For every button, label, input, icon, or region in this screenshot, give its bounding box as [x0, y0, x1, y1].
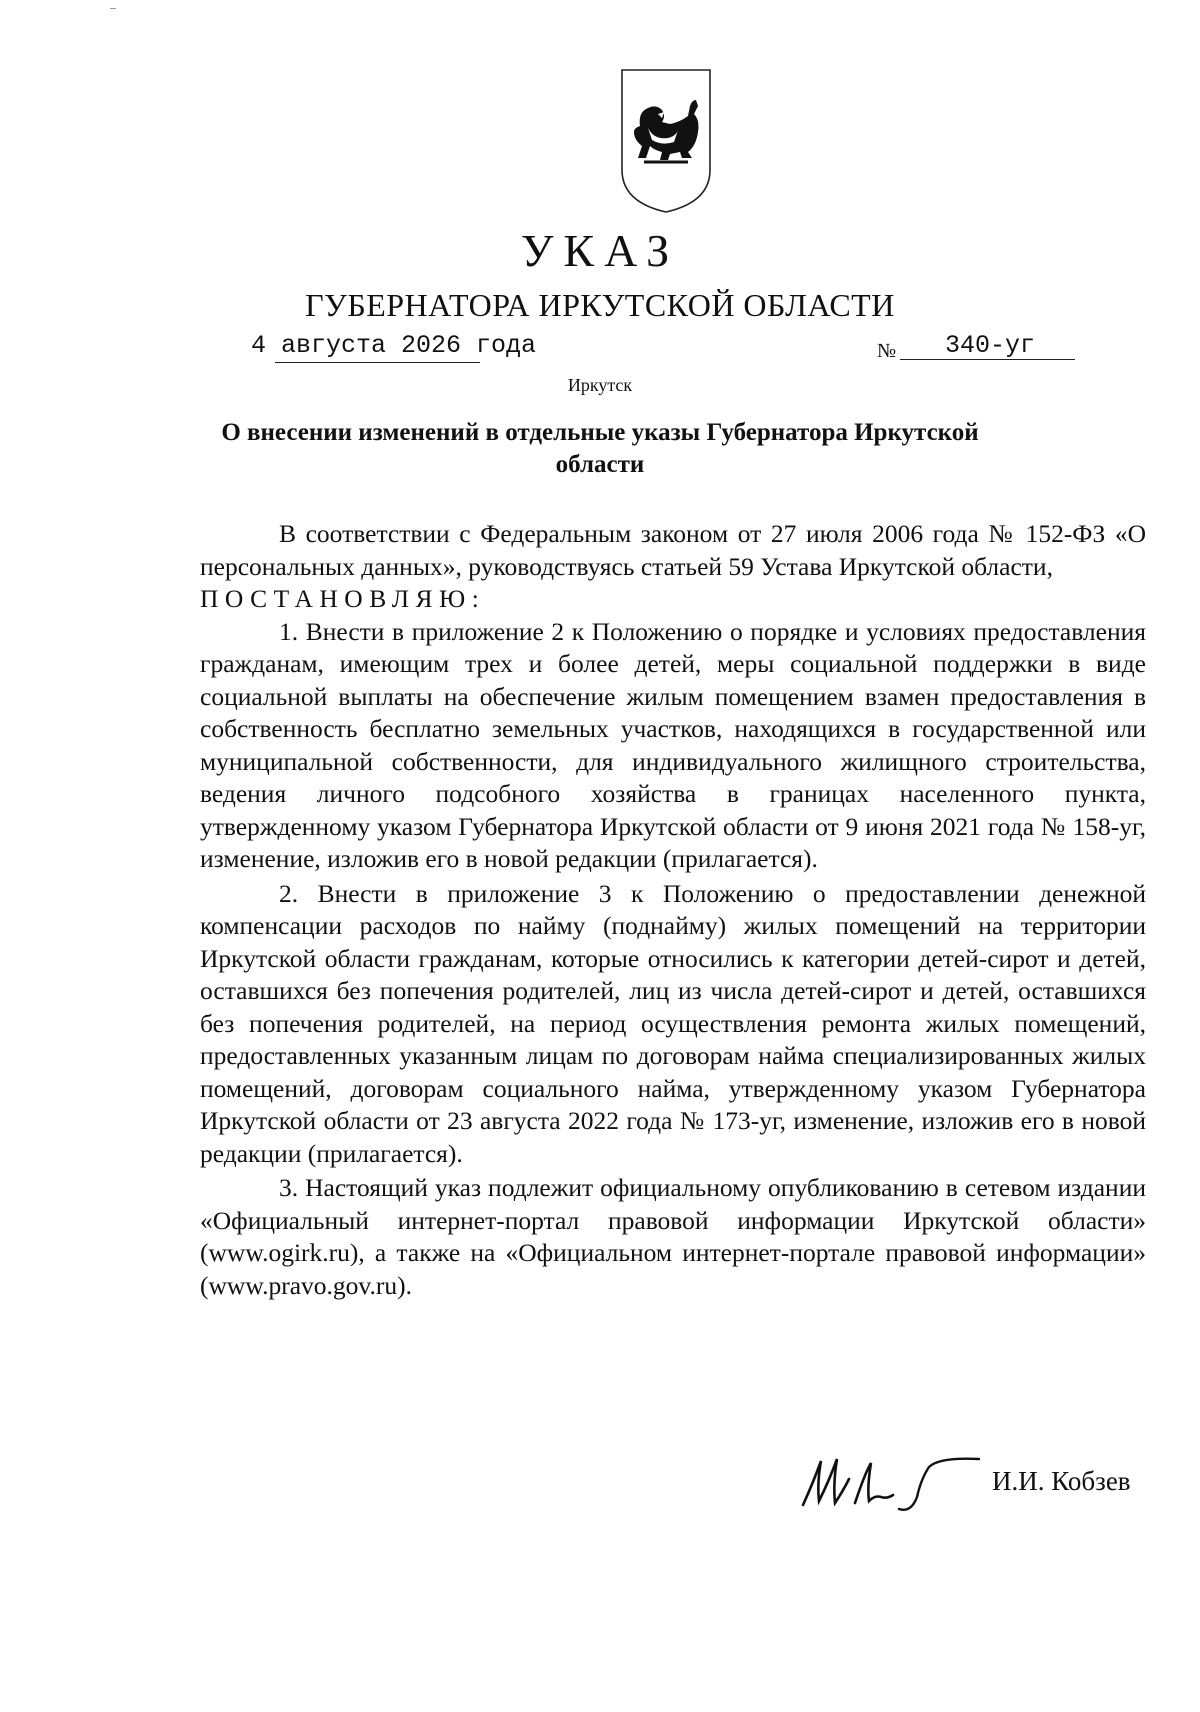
coat-of-arms-icon [618, 66, 714, 216]
decree-word: ПОСТАНОВЛЯЮ: [200, 584, 486, 613]
document-number: 340-уг [945, 331, 1036, 360]
number-underline [900, 359, 1075, 360]
city-label: Иркутск [567, 375, 633, 395]
point-paragraph-3: 3. Настоящий указ подлежит официальному опубликованию в сетевом издании «Официальный интернет-портал правовой информации Иркутской области» (www.ogirk.ru), а также на «Официальном интернет-портале правовой информации» (www.pravo.gov.ru). [200, 1173, 1146, 1300]
number-sign: № [877, 340, 897, 362]
document-title: УКАЗ [520, 225, 680, 276]
point-paragraph-1: 1. Внести в приложение 2 к Положению о порядке и условиях предоставления гражданам, имеющим трех и более детей, меры социальной поддержки в виде социальной выплаты на обеспечение жилым помещением взамен предоставления в собственность бесплатно земельных участков, находящихся в государственной или муниципальной собственности, для индивидуального жилищного строительства, ведения личного подсобного хозяйства в границах населенного пункта, утвержденному указом Губернатора Иркутской области от 9 июня 2021 года № 158-уг, изменение, изложив его в новой редакции (прилагается). [200, 616, 1146, 873]
scan-artifact [110, 8, 116, 9]
date-underline [275, 362, 480, 363]
issuer-title: ГУБЕРНАТОРА ИРКУТСКОЙ ОБЛАСТИ [305, 287, 895, 323]
handwritten-signature [795, 1443, 985, 1513]
document-date: 4 августа 2026 года [251, 331, 537, 360]
signer-name: И.И. Кобзев [992, 1466, 1131, 1496]
point-paragraph-2: 2. Внести в приложение 3 к Положению о предоставлении денежной компенсации расходов по найму (поднайму) жилых помещений на территории Иркутской области гражданам, которые относились к категории детей-сирот и детей, оставшихся без попечения родителей, лиц из числа детей-сирот и детей, оставшихся без попечения родителей, на период осуществления ремонта жилых помещений, предоставленных указанным лицам по договорам найма специализированных жилых помещений, договорам социального найма, утвержденному указом Губернатора Иркутской области от 23 августа 2022 года № 173-уг, изменение, изложив его в новой редакции (прилагается). [200, 878, 1146, 1168]
document-body [200, 518, 1146, 1302]
document-heading: О внесении изменений в отдельные указы Губернатора Иркутской области [221, 419, 979, 478]
preamble-paragraph: В соответствии с Федеральным законом от 27 июля 2006 года № 152-ФЗ «О персональных данных», руководствуясь статьей 59 Устава Иркутской области, [200, 519, 1146, 581]
